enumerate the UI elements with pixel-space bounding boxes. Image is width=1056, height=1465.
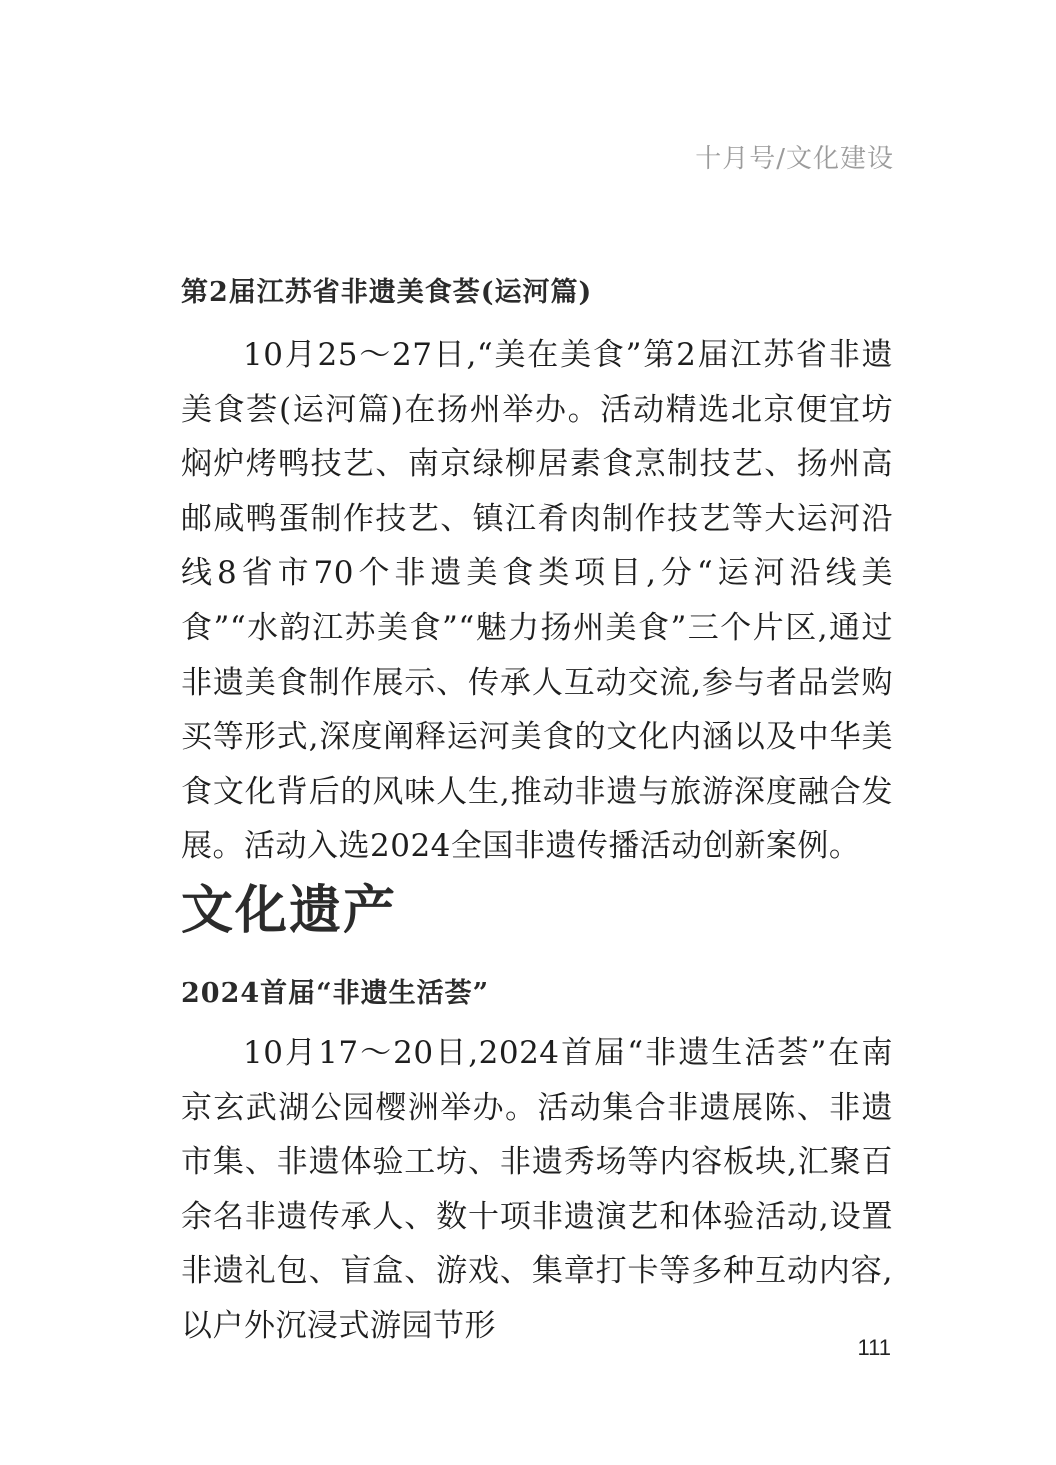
running-header: 十月号/文化建设 <box>695 144 894 174</box>
body-paragraph: 10月17～20日,2024首届“非遗生活荟”在南京玄武湖公园樱洲举办。活动集合非遗展陈、非遗市集、非遗体验工坊、非遗秀场等内容板块,汇聚百余名非遗传承人、数十项非遗演艺和体验活动,设置非遗礼包、盲盒、游戏、集章打卡等多种互动内容,以户外沉浸式游园节形 <box>181 1035 893 1344</box>
section-subtitle: 第2届江苏省非遗美食荟(运河篇) <box>181 277 593 308</box>
page-number: 111 <box>857 1335 891 1360</box>
body-paragraph: 10月25～27日,“美在美食”第2届江苏省非遗美食荟(运河篇)在扬州举办。活动精选北京便宜坊焖炉烤鸭技艺、南京绿柳居素食烹制技艺、扬州高邮咸鸭蛋制作技艺、镇江肴肉制作技艺等大运河沿线8省市70个非遗美食类项目,分“运河沿线美食”“水韵江苏美食”“魅力扬州美食”三个片区,通过非遗美食制作展示、传承人互动交流,参与者品尝购买等形式,深度阐释运河美食的文化内涵以及中华美食文化背后的风味人生,推动非遗与旅游深度融合发展。活动入选2024全国非遗传播活动创新案例。 <box>181 337 893 865</box>
section-subtitle: 2024首届“非遗生活荟” <box>181 978 490 1009</box>
section-title: 文化遗产 <box>181 881 398 941</box>
